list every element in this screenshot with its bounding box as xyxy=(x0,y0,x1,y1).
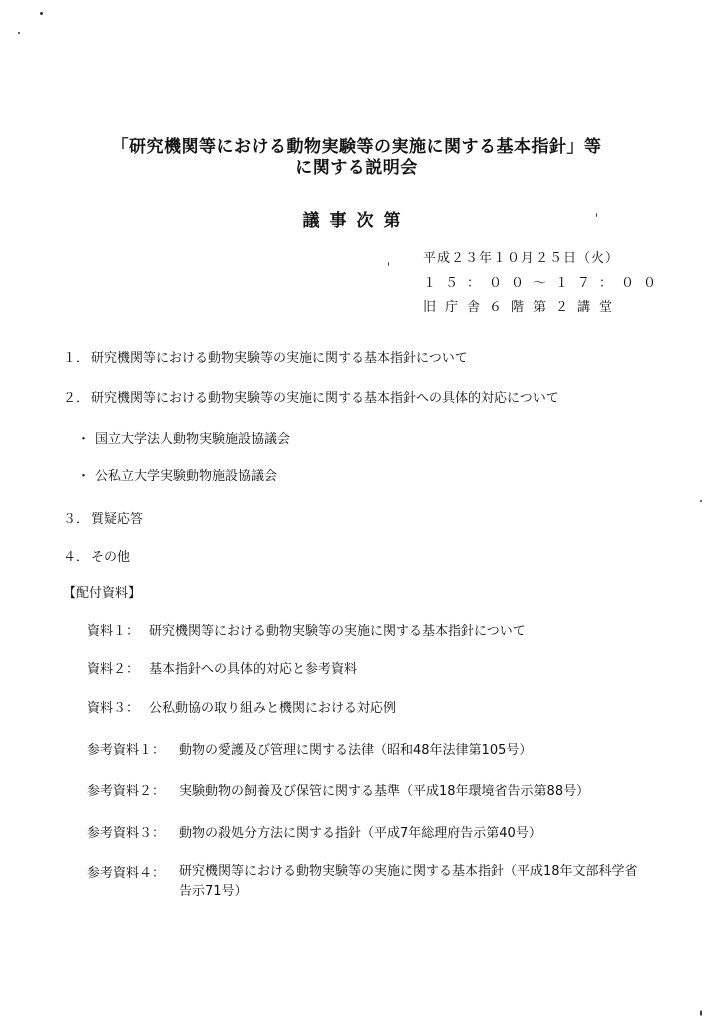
meeting-date: 平成２３年１０月２５日（火） xyxy=(423,251,620,266)
agenda-item-number: １． xyxy=(63,351,90,366)
material-text: 実験動物の飼養及び保管に関する基準（平成18年環境省告示第88号） xyxy=(179,784,590,799)
materials-section-title: 【配付資料】 xyxy=(63,586,142,601)
material-label: 参考資料１： xyxy=(87,743,166,758)
material-text: 公私動協の取り組みと機関における対応例 xyxy=(149,701,397,716)
material-label: 参考資料３： xyxy=(87,826,166,841)
reference-material-1 xyxy=(87,739,532,758)
material-3 xyxy=(87,697,396,716)
reference-material-2 xyxy=(87,780,589,799)
agenda-item-text: 質疑応答 xyxy=(91,512,144,527)
document-title-line2: に関する説明会 xyxy=(295,158,418,178)
material-text: 動物の愛護及び管理に関する法律（昭和48年法律第105号） xyxy=(179,743,533,758)
agenda-item-4 xyxy=(63,546,130,565)
agenda-item-2 xyxy=(63,387,559,406)
agenda-item-number: ２． xyxy=(63,391,90,406)
meeting-place: 旧庁舎６階第２講堂 xyxy=(423,300,622,315)
scan-speck xyxy=(700,500,702,502)
material-label: 参考資料２： xyxy=(87,784,166,799)
material-label: 資料２： xyxy=(87,662,140,677)
agenda-subitem-text: 公私立大学実験動物施設協議会 xyxy=(95,469,278,484)
agenda-item-text: 研究機関等における動物実験等の実施に関する基本指針への具体的対応について xyxy=(91,391,559,406)
material-label: 参考資料４： xyxy=(87,866,166,881)
agenda-item-number: ３． xyxy=(63,512,90,527)
document-title-line1: 「研究機関等における動物実験等の実施に関する基本指針」等 xyxy=(111,137,602,157)
agenda-item-number: ４． xyxy=(63,550,90,565)
material-1 xyxy=(87,620,526,639)
agenda-subitem-2 xyxy=(77,465,277,484)
material-text: 動物の殺処分方法に関する指針（平成7年総理府告示第40号） xyxy=(179,826,542,841)
agenda-subitem-text: 国立大学法人動物実験施設協議会 xyxy=(95,432,291,447)
scan-speck xyxy=(388,262,389,266)
agenda-subitem-1 xyxy=(77,428,290,447)
agenda-item-text: 研究機関等における動物実験等の実施に関する基本指針について xyxy=(91,351,468,366)
material-2 xyxy=(87,658,357,677)
material-text: 研究機関等における動物実験等の実施に関する基本指針（平成18年文部科学省告示71号） xyxy=(179,864,638,899)
agenda-heading: 議事次第 xyxy=(302,211,411,231)
scan-speck xyxy=(40,12,43,15)
meeting-time: １５：００～１７：００ xyxy=(423,276,666,291)
bullet-dot: ・ xyxy=(77,432,91,447)
agenda-item-1 xyxy=(63,347,468,366)
agenda-item-text: その他 xyxy=(91,550,131,565)
material-label: 資料３： xyxy=(87,701,140,716)
reference-material-3 xyxy=(87,822,542,841)
material-label: 資料１： xyxy=(87,624,140,639)
bullet-dot: ・ xyxy=(77,469,91,484)
material-text: 基本指針への具体的対応と参考資料 xyxy=(149,662,358,677)
scan-speck xyxy=(18,32,20,34)
scan-speck xyxy=(700,1010,702,1016)
material-text: 研究機関等における動物実験等の実施に関する基本指針について xyxy=(149,624,526,639)
agenda-item-3 xyxy=(63,508,143,527)
